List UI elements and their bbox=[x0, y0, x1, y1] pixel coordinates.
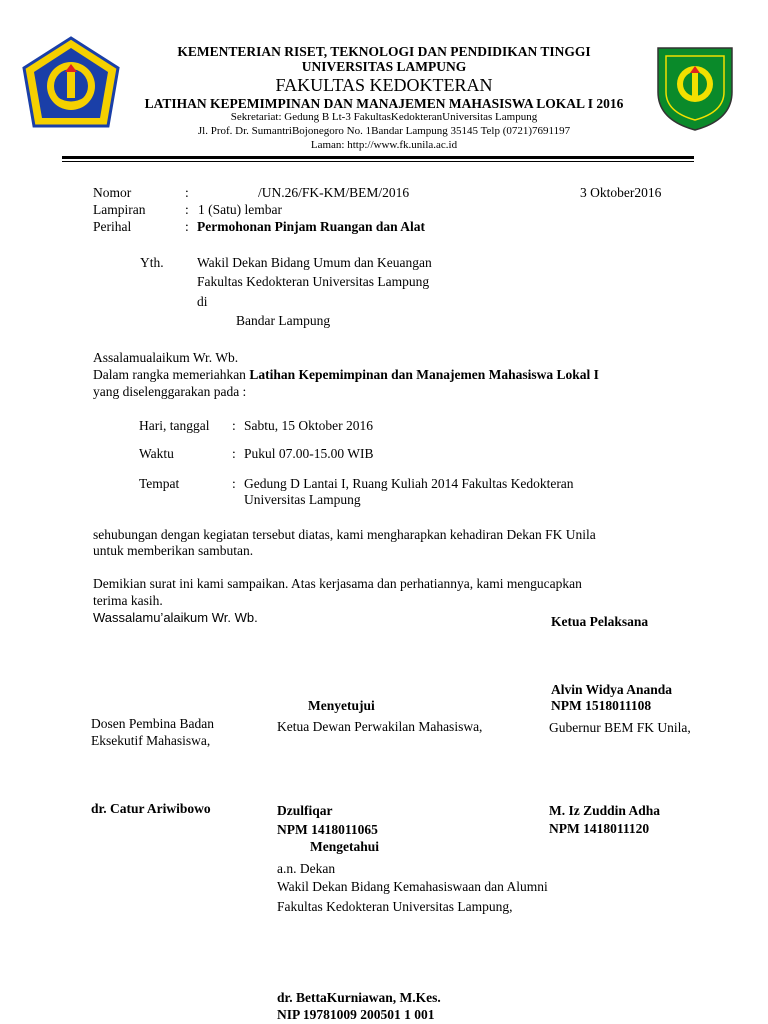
detail-value-place-2: Universitas Lampung bbox=[244, 492, 361, 507]
lampiran-value: 1 (Satu) lembar bbox=[198, 202, 282, 217]
lampiran-colon: : bbox=[185, 202, 189, 217]
ketua-npm: NPM 1518011108 bbox=[551, 698, 652, 713]
event-name: LATIHAN KEPEMIMPINAN DAN MANAJEMEN MAHASISWA LOKAL I 2016 bbox=[144, 96, 624, 111]
header-divider-thick bbox=[62, 156, 694, 159]
address: Jl. Prof. Dr. SumantriBojonegoro No. 1Bandar Lampung 35145 Telp (0721)7691197 bbox=[197, 125, 571, 137]
website: Laman: http://www.fk.unila.ac.id bbox=[310, 139, 458, 151]
detail-value-place: Gedung D Lantai I, Ruang Kuliah 2014 Fakultas Kedokteran bbox=[244, 476, 574, 491]
dekan-line-2: Wakil Dekan Bidang Kemahasiswaan dan Alumni bbox=[277, 879, 548, 894]
perihal-colon: : bbox=[185, 219, 189, 234]
dpm-name: Dzulfiqar bbox=[277, 803, 333, 818]
dpm-npm: NPM 1418011065 bbox=[277, 822, 378, 837]
bem-npm: NPM 1418011120 bbox=[549, 821, 650, 836]
intro-line bbox=[93, 367, 599, 383]
nomor-colon: : bbox=[185, 185, 189, 200]
pembina-title-line-1: Dosen Pembina Badan bbox=[91, 716, 214, 731]
pembina-name: dr. Catur Ariwibowo bbox=[91, 801, 211, 816]
recipient-line-3: di bbox=[197, 294, 208, 309]
intro-prefix: Dalam rangka memeriahkan bbox=[93, 367, 250, 382]
intro-suffix: yang diselenggarakan pada : bbox=[93, 384, 247, 399]
secretariat: Sekretariat: Gedung B Lt-3 FakultasKedokteranUniversitas Lampung bbox=[230, 111, 538, 123]
dpm-title: Ketua Dewan Perwakilan Mahasiswa, bbox=[277, 719, 483, 734]
faculty-name: FAKULTAS KEDOKTERAN bbox=[275, 75, 493, 95]
bem-logo bbox=[650, 40, 740, 132]
paragraph-1-line-2: untuk memberikan sambutan. bbox=[93, 543, 254, 558]
recipient-line-1: Wakil Dekan Bidang Umum dan Keuangan bbox=[197, 255, 432, 270]
bem-emblem-icon bbox=[650, 40, 740, 132]
dekan-line-3: Fakultas Kedokteran Universitas Lampung, bbox=[277, 899, 513, 914]
detail-value-date: Sabtu, 15 Oktober 2016 bbox=[244, 418, 373, 433]
bem-title: Gubernur BEM FK Unila, bbox=[549, 720, 691, 735]
closing-salutation: Wassalamu’alaikum Wr. Wb. bbox=[93, 610, 258, 625]
detail-colon-date: : bbox=[232, 418, 236, 433]
detail-colon-time: : bbox=[232, 446, 236, 461]
menyetujui-label: Menyetujui bbox=[308, 698, 375, 713]
detail-label-time: Waktu bbox=[139, 446, 174, 461]
detail-label-place: Tempat bbox=[139, 476, 180, 491]
unila-emblem-icon bbox=[20, 36, 122, 134]
university-name: UNIVERSITAS LAMPUNG bbox=[301, 59, 467, 74]
ketua-name: Alvin Widya Ananda bbox=[551, 682, 673, 697]
detail-colon-place: : bbox=[232, 476, 236, 491]
perihal-value: Permohonan Pinjam Ruangan dan Alat bbox=[197, 219, 426, 234]
greeting: Assalamualaikum Wr. Wb. bbox=[93, 350, 239, 365]
dekan-nip: NIP 19781009 200501 1 001 bbox=[277, 1007, 435, 1022]
yth-label: Yth. bbox=[140, 255, 164, 270]
unila-logo bbox=[20, 36, 122, 134]
recipient-line-4: Bandar Lampung bbox=[236, 313, 331, 328]
header-divider-thin bbox=[62, 161, 694, 162]
ministry-name: KEMENTERIAN RISET, TEKNOLOGI DAN PENDIDIKAN TINGGI bbox=[177, 44, 591, 59]
paragraph-1-line-1: sehubungan dengan kegiatan tersebut diatas, kami mengharapkan kehadiran Dekan FK Unila bbox=[93, 527, 596, 542]
nomor-label: Nomor bbox=[93, 185, 132, 200]
dekan-line-1: a.n. Dekan bbox=[277, 861, 336, 876]
detail-value-time: Pukul 07.00-15.00 WIB bbox=[244, 446, 374, 461]
letter-date: 3 Oktober2016 bbox=[580, 185, 662, 200]
paragraph-2-line-1: Demikian surat ini kami sampaikan. Atas kerjasama dan perhatiannya, kami mengucapkan bbox=[93, 576, 582, 591]
nomor-value: /UN.26/FK-KM/BEM/2016 bbox=[258, 185, 410, 200]
mengetahui-label: Mengetahui bbox=[310, 839, 379, 854]
bem-name: M. Iz Zuddin Adha bbox=[549, 803, 661, 818]
dekan-name: dr. BettaKurniawan, M.Kes. bbox=[277, 990, 441, 1005]
event-name-inline: Latihan Kepemimpinan dan Manajemen Mahasiswa Lokal I bbox=[249, 367, 599, 382]
ketua-title: Ketua Pelaksana bbox=[551, 614, 649, 629]
recipient-line-2: Fakultas Kedokteran Universitas Lampung bbox=[197, 274, 430, 289]
perihal-label: Perihal bbox=[93, 219, 132, 234]
lampiran-label: Lampiran bbox=[93, 202, 146, 217]
paragraph-2-line-2: terima kasih. bbox=[93, 593, 163, 608]
detail-label-date: Hari, tanggal bbox=[139, 418, 210, 433]
pembina-title-line-2: Eksekutif Mahasiswa, bbox=[91, 733, 211, 748]
